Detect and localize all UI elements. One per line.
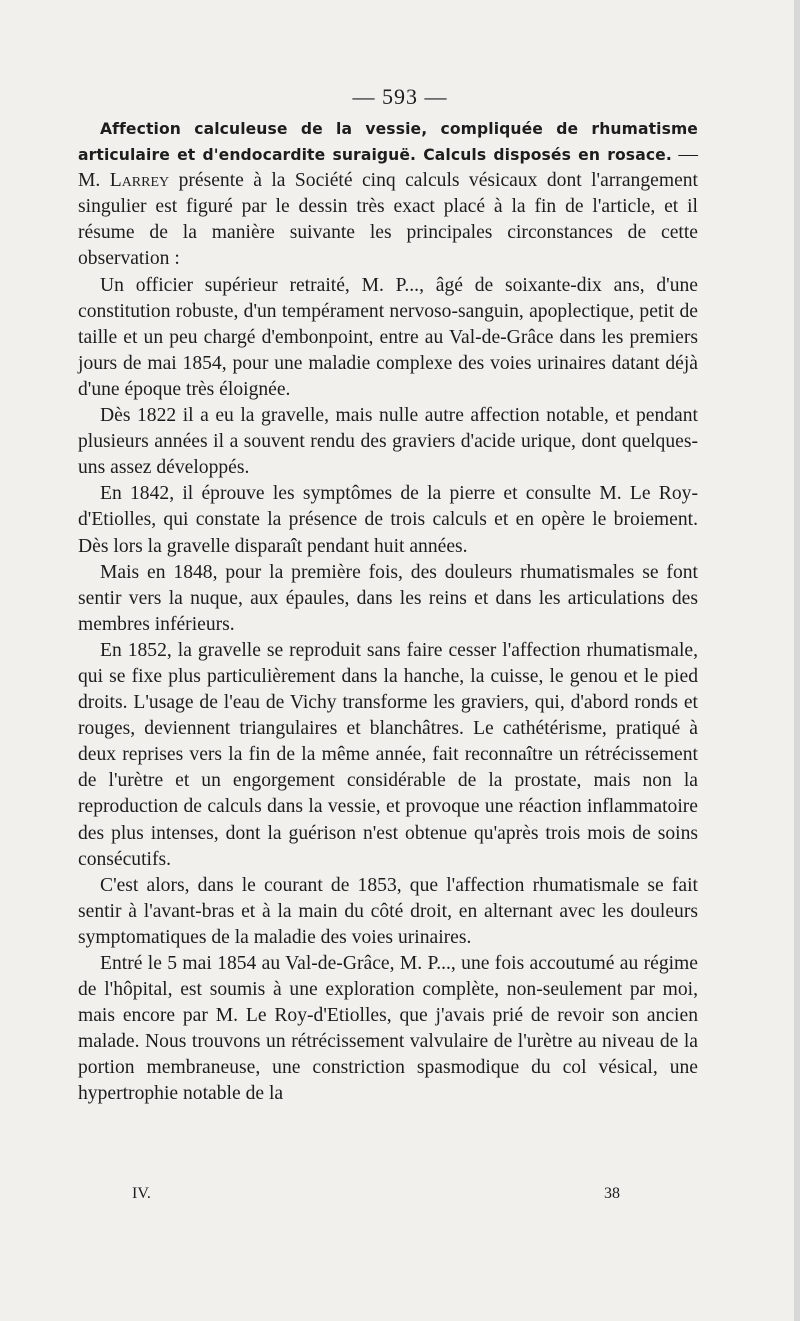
paragraph: En 1852, la gravelle se reproduit sans faire cesser l'affection rhumatismale, qui se fixe plus particulièrement dans la hanche, la cuisse, le genou et le pied droits. L'usage de l'eau de Vichy transforme les graviers, qui, d'abord ronds et rouges, deviennent triangulaires et blanchâtres. Le cathétérisme, pratiqué à deux reprises vers la fin de la même année, fait reconnaître un rétrécissement de l'urètre et un engorgement considérable de la prostate, mais non la reproduction de calculs dans la vessie, et provoque une réaction inflammatoire des plus intenses, dont la guérison n'est obtenue qu'après trois mois de soins consécutifs. [78, 639, 698, 870]
paragraph: Mais en 1848, pour la première fois, des douleurs rhumatismales se font sentir vers la nuque, aux épaules, dans les reins et dans les articulations des membres inférieurs. [78, 561, 698, 635]
paragraph: Dès 1822 il a eu la gravelle, mais nulle autre affection notable, et pendant plusieurs années il a souvent rendu des graviers d'acide urique, dont quelques-uns assez développés. [78, 405, 698, 479]
paragraph-text: présente à la Société cinq calculs vésicaux dont l'arrangement singulier est figuré par le dessin très exact placé à la fin de l'article, et il résume de la manière suivante les principales circonstances de cette observation : [78, 170, 699, 270]
section-heading: Affection calculeuse de la vessie, compliquée de rhumatisme articulaire et d'endocardite suraiguë. Calculs disposés en rosace. [78, 120, 698, 165]
paragraph: Entré le 5 mai 1854 au Val-de-Grâce, M. P..., une fois accoutumé au régime de l'hôpital, est soumis à une exploration complète, non-seulement par moi, mais encore par M. Le Roy-d'Etiolles, que j'avais prié de revoir son ancien malade. Nous trouvons un rétrécissement valvulaire de l'urètre au niveau de la portion membraneuse, une constriction spasmodique du col vésical, une hypertrophie notable de la [78, 953, 698, 1105]
opening-paragraph [78, 116, 698, 273]
volume-number: IV. [132, 1185, 151, 1202]
heading-dash: — [671, 144, 698, 166]
page-edge [794, 0, 800, 1321]
author-name: M. Larrey [78, 170, 170, 192]
paragraph: Un officier supérieur retraité, M. P..., âgé de soixante-dix ans, d'une constitution robuste, d'un tempérament nervoso-sanguin, apoplectique, petit de taille et un peu chargé d'embonpoint, entre au Val-de-Grâce dans les premiers jours de mai 1854, pour une maladie complexe des voies urinaires datant déjà d'une époque très éloignée. [78, 274, 698, 400]
body-text [78, 116, 698, 1108]
paragraph: En 1842, il éprouve les symptômes de la pierre et consulte M. Le Roy-d'Etiolles, qui constate la présence de trois calculs et en opère le broiement. Dès lors la gravelle disparaît pendant huit années. [78, 483, 698, 557]
signature-mark: 38 [604, 1185, 620, 1202]
page-number: — 593 — [352, 84, 448, 109]
paragraph: C'est alors, dans le courant de 1853, que l'affection rhumatismale se fait sentir à l'avant-bras et à la main du côté droit, en alternant avec les douleurs symptomatiques de la maladie des voies urinaires. [78, 874, 698, 948]
